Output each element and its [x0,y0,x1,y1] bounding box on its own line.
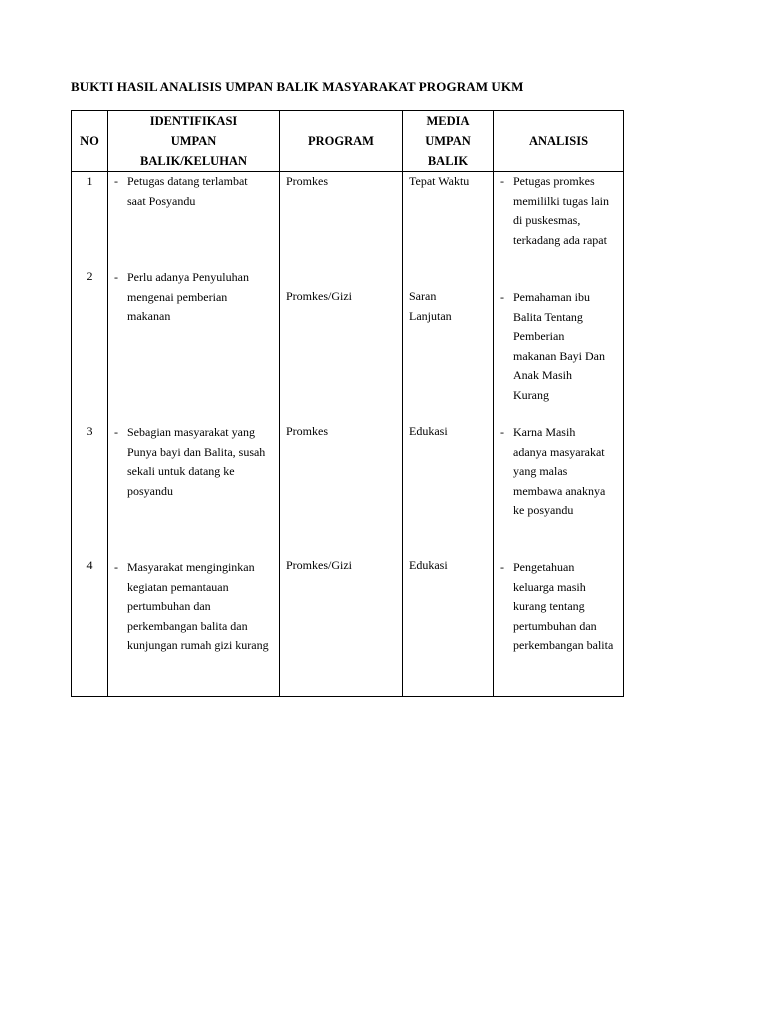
row-number-2: 2 [86,269,93,283]
bullet-dash: - [500,174,504,188]
document-title: BUKTI HASIL ANALISIS UMPAN BALIK MASYARAKAT PROGRAM UKM [71,79,524,94]
keluhan-item-3 [108,423,275,501]
keluhan-text-2: Perlu adanya Penyuluhan mengenai pemberian makanan [127,270,249,323]
analisis-item-3 [494,423,609,521]
bullet-dash: - [114,174,118,188]
analisis-item-1 [494,172,619,250]
row-number-3: 3 [86,424,93,438]
media-text-2: Saran Lanjutan [409,289,452,323]
analisis-text-4: Pengetahuan keluarga masih kurang tentang pertumbuhan dan perkembangan balita [513,560,614,652]
keluhan-item-4 [108,558,275,656]
bullet-dash: - [500,425,504,439]
header-identifikasi-text: IDENTIFIKASI UMPAN BALIK/KELUHAN [140,114,247,168]
media-text-4: Edukasi [409,558,448,572]
analisis-item-4 [494,558,617,656]
analisis-text-3: Karna Masih adanya masyarakat yang malas membawa anaknya ke posyandu [513,425,606,517]
program-column [280,172,403,697]
program-text-4: Promkes/Gizi [286,558,352,572]
header-media [403,111,494,172]
bullet-dash: - [114,425,118,439]
program-text-3: Promkes [286,424,328,438]
header-identifikasi [108,111,280,172]
media-text-1: Tepat Waktu [409,174,470,188]
bullet-dash: - [500,290,504,304]
row-number-4: 4 [86,558,93,572]
bullet-dash: - [114,270,118,284]
feedback-analysis-table [71,110,624,697]
header-program: PROGRAM [280,111,403,172]
keluhan-text-1: Petugas datang terlambat saat Posyandu [127,174,248,208]
header-no: NO [72,111,108,172]
program-text-2: Promkes/Gizi [286,289,352,303]
media-text-3: Edukasi [409,424,448,438]
bullet-dash: - [114,560,118,574]
table-body-row [72,172,624,697]
header-media-text: MEDIA UMPAN BALIK [425,114,471,168]
no-column [72,172,108,697]
identifikasi-column [108,172,280,697]
media-column [403,172,494,697]
analisis-text-1: Petugas promkes memililki tugas lain di puskesmas, terkadang ada rapat [513,174,609,247]
keluhan-item-1 [108,172,269,211]
keluhan-text-4: Masyarakat menginginkan kegiatan pemantauan pertumbuhan dan perkembangan balita dan kunjungan rumah gizi kurang [127,560,269,652]
program-text-1: Promkes [286,174,328,188]
row-number-1: 1 [86,174,93,188]
keluhan-text-3: Sebagian masyarakat yang Punya bayi dan Balita, susah sekali untuk datang ke posyandu [127,425,266,498]
analisis-column [494,172,624,697]
analisis-text-2: Pemahaman ibu Balita Tentang Pemberian makanan Bayi Dan Anak Masih Kurang [513,290,605,402]
analisis-item-2 [494,288,609,405]
bullet-dash: - [500,560,504,574]
table-header-row [72,111,624,172]
keluhan-item-2 [108,268,271,327]
header-analisis: ANALISIS [494,111,624,172]
